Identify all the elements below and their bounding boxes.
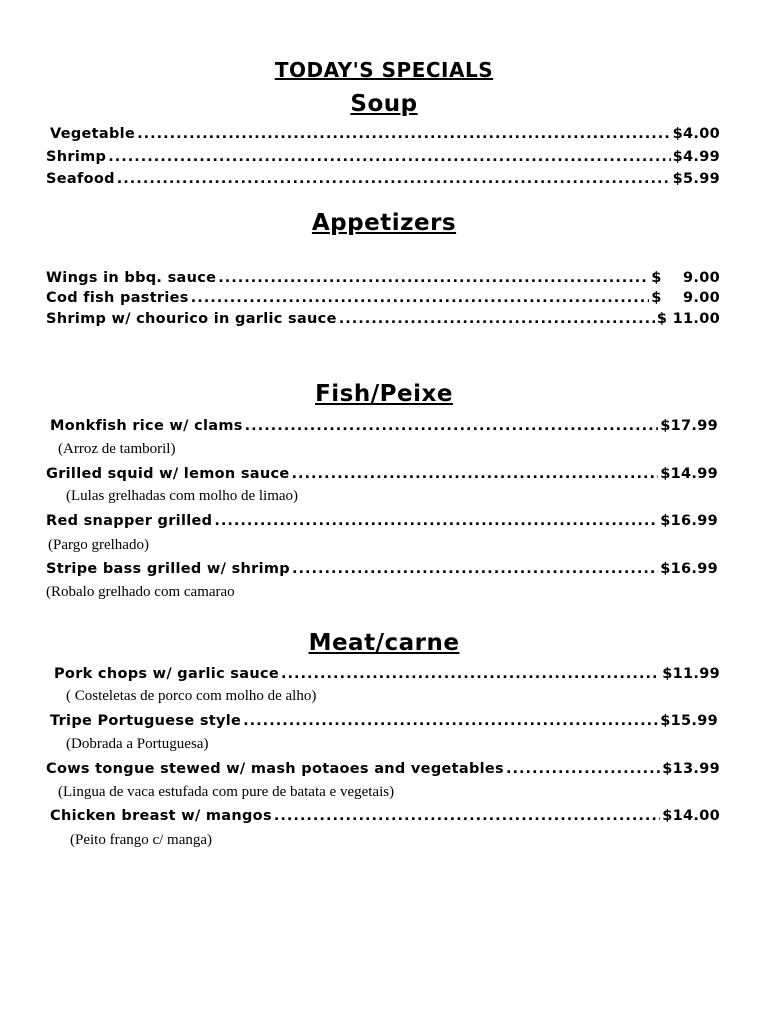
dot-leader bbox=[108, 149, 670, 165]
item-name: Stripe bass grilled w/ shrimp bbox=[46, 561, 290, 577]
item-price: $16.99 bbox=[660, 513, 718, 529]
item-price: $5.99 bbox=[672, 171, 720, 187]
item-translation: (Lingua de vaca estufada com pure de batata e vegetais) bbox=[58, 784, 395, 800]
fish-heading-text: Fish/Peixe bbox=[315, 381, 453, 407]
appetizers-heading bbox=[0, 210, 768, 236]
dot-leader bbox=[214, 513, 658, 529]
item-name: Wings in bbq. sauce bbox=[46, 270, 217, 286]
menu-item bbox=[46, 761, 720, 777]
item-name: Cows tongue stewed w/ mash potaoes and vegetables bbox=[46, 761, 504, 777]
item-price: $11.99 bbox=[662, 666, 720, 682]
dot-leader bbox=[218, 270, 649, 286]
item-price: $15.99 bbox=[660, 713, 718, 729]
menu-item bbox=[46, 311, 720, 327]
item-translation: (Lulas grelhadas com molho de limao) bbox=[66, 488, 299, 504]
dot-leader bbox=[137, 126, 671, 142]
item-name: Tripe Portuguese style bbox=[50, 713, 242, 729]
item-name: Cod fish pastries bbox=[46, 290, 189, 306]
dot-leader bbox=[243, 713, 658, 729]
dot-leader bbox=[292, 466, 659, 482]
soup-heading-text: Soup bbox=[350, 91, 418, 117]
item-name: Seafood bbox=[46, 171, 115, 187]
appetizers-heading-text: Appetizers bbox=[311, 210, 457, 236]
menu-item bbox=[46, 171, 720, 187]
menu-item bbox=[46, 270, 720, 286]
meat-heading-text: Meat/carne bbox=[308, 630, 460, 656]
menu-item bbox=[46, 513, 718, 529]
fish-heading bbox=[0, 381, 768, 407]
menu-item bbox=[54, 666, 720, 682]
item-price: $4.00 bbox=[672, 126, 720, 142]
item-name: Shrimp w/ chourico in garlic sauce bbox=[46, 311, 337, 327]
menu-item bbox=[46, 561, 718, 577]
dot-leader bbox=[245, 418, 659, 434]
dot-leader bbox=[117, 171, 671, 187]
item-translation: (Arroz de tamboril) bbox=[58, 441, 176, 457]
item-translation: (Robalo grelhado com camarao bbox=[46, 584, 235, 600]
menu-item bbox=[46, 149, 720, 165]
dot-leader bbox=[292, 561, 658, 577]
dot-leader bbox=[191, 290, 650, 306]
menu-item bbox=[46, 466, 718, 482]
menu-item bbox=[46, 290, 720, 306]
item-name: Shrimp bbox=[46, 149, 107, 165]
page-title bbox=[0, 58, 768, 82]
item-name: Red snapper grilled bbox=[46, 513, 213, 529]
item-translation: (Pargo grelhado) bbox=[48, 537, 149, 553]
dot-leader bbox=[281, 666, 660, 682]
item-price: $17.99 bbox=[660, 418, 718, 434]
menu-item bbox=[50, 126, 720, 142]
item-price: $14.00 bbox=[662, 808, 720, 824]
soup-heading bbox=[0, 91, 768, 117]
item-price: $14.99 bbox=[660, 466, 718, 482]
item-price: $4.99 bbox=[672, 149, 720, 165]
item-price: $16.99 bbox=[660, 561, 718, 577]
menu-item bbox=[50, 713, 718, 729]
dot-leader bbox=[339, 311, 655, 327]
menu-item bbox=[50, 808, 720, 824]
item-price: $ 9.00 bbox=[651, 290, 720, 306]
item-translation: (Dobrada a Portuguesa) bbox=[66, 736, 209, 752]
item-name: Monkfish rice w/ clams bbox=[50, 418, 243, 434]
dot-leader bbox=[506, 761, 660, 777]
item-name: Vegetable bbox=[50, 126, 136, 142]
meat-heading bbox=[0, 630, 768, 656]
item-translation: ( Costeletas de porco com molho de alho) bbox=[66, 688, 317, 704]
item-price: $ 11.00 bbox=[656, 311, 720, 327]
item-translation: (Peito frango c/ manga) bbox=[70, 832, 213, 848]
title-text: TODAY'S SPECIALS bbox=[274, 58, 494, 82]
dot-leader bbox=[274, 808, 660, 824]
item-name: Grilled squid w/ lemon sauce bbox=[46, 466, 290, 482]
item-name: Pork chops w/ garlic sauce bbox=[54, 666, 279, 682]
item-price: $13.99 bbox=[662, 761, 720, 777]
item-price: $ 9.00 bbox=[651, 270, 720, 286]
item-name: Chicken breast w/ mangos bbox=[50, 808, 272, 824]
menu-item bbox=[50, 418, 718, 434]
